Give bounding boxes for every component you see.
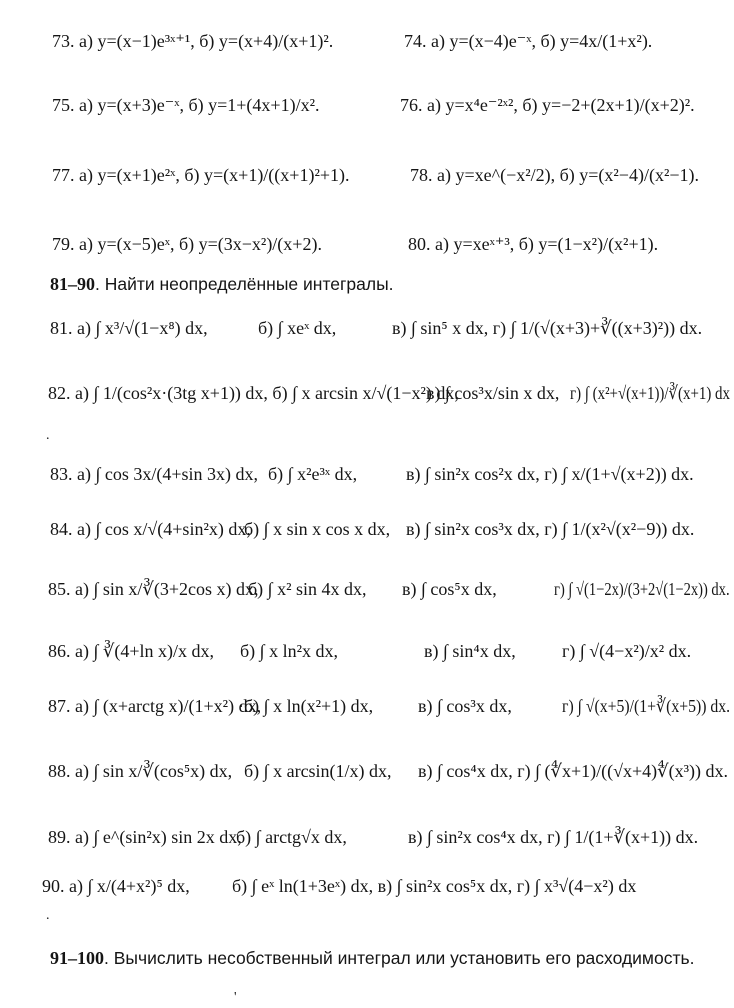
- exercise-item: 75. а) y=(x+3)e⁻ˣ, б) y=1+(4x+1)/x².: [52, 95, 320, 115]
- exercise-item: 76. а) y=x⁴e⁻²ˣ², б) y=−2+(2x+1)/(x+2)².: [400, 95, 695, 115]
- exercise-item: в) ∫ sin²x cos⁴x dx, г) ∫ 1/(1+∛(x+1)) dx.: [408, 827, 699, 847]
- exercise-item: 79. а) y=(x−5)eˣ, б) y=(3x−x²)/(x+2).: [52, 234, 322, 254]
- exercise-item: 84. а) ∫ cos x/√(4+sin²x) dx,: [50, 519, 251, 539]
- exercise-item: 73. а) y=(x−1)e³ˣ⁺¹, б) y=(x+4)/(x+1)².: [52, 31, 334, 51]
- exercise-item: в) ∫ cos⁴x dx, г) ∫ (∜x+1)/((√x+4)∜(x³)) dx.: [418, 761, 728, 781]
- exercise-item: 90. а) ∫ x/(4+x²)⁵ dx,: [42, 876, 190, 896]
- exercise-item: ·б) ∫ x ln(x²+1) dx,: [238, 696, 374, 716]
- exercise-item: в) ∫ sin⁵ x dx, г) ∫ 1/(√(x+3)+∛((x+3)²)) dx.: [392, 318, 703, 338]
- exercise-item: б) ∫ x sin x cos x dx,: [244, 519, 391, 539]
- exercise-item: 81. а) ∫ x³/√(1−x⁸) dx,: [50, 318, 208, 338]
- exercise-item: 78. а) y=xe^(−x²/2), б) y=(x²−4)/(x²−1).: [410, 165, 699, 185]
- section-heading-text: . Найти неопределённые интегралы.: [95, 274, 394, 294]
- exercise-item: б) ∫ arctg√x dx,: [236, 827, 347, 847]
- exercise-item: г) ∫ √(x+5)/(1+∛(x+5)) dx.: [562, 696, 731, 716]
- exercise-item: 88. а) ∫ sin x/∛(cos⁵x) dx,: [48, 761, 233, 781]
- exercise-item: б) ∫ x² sin 4x dx,: [248, 579, 367, 599]
- exercise-item: 86. а) ∫ ∛(4+ln x)/x dx,: [48, 641, 215, 661]
- exercise-item: б) ∫ x²e³ˣ dx,: [268, 464, 358, 484]
- stray-mark: .: [46, 428, 50, 443]
- exercise-item: 77. а) y=(x+1)e²ˣ, б) y=(x+1)/((x+1)²+1).: [52, 165, 350, 185]
- exercise-item: 89. а) ∫ e^(sin²x) sin 2x dx,: [48, 827, 242, 847]
- exercise-item: 85. а) ∫ sin x/∛(3+2cos x) dx,: [48, 579, 259, 599]
- stray-mark: ': [234, 990, 237, 1005]
- exercise-item: б) ∫ x arcsin(1/x) dx,: [244, 761, 392, 781]
- exercise-item: в) ∫ sin²x cos²x dx, г) ∫ x/(1+√(x+2)) dx.: [406, 464, 694, 484]
- section-heading: [50, 274, 394, 295]
- stray-mark: .: [46, 908, 50, 923]
- section-heading-range: 91–100: [50, 948, 104, 968]
- exercise-item: в) ∫ cos³x/sin x dx,: [426, 383, 560, 403]
- exercise-item: 87. а) ∫ (x+arctg x)/(1+x²) dx,: [48, 696, 262, 716]
- exercise-item: 83. а) ∫ cos 3x/(4+sin 3x) dx,: [50, 464, 259, 484]
- exercise-item: 74. а) y=(x−4)e⁻ˣ, б) y=4x/(1+x²).: [404, 31, 653, 51]
- exercise-item: в) ∫ sin²x cos³x dx, г) ∫ 1/(x²√(x²−9)) dx.: [406, 519, 695, 539]
- section-heading-range: 81–90: [50, 274, 95, 294]
- exercise-item: в) ∫ cos⁵x dx,: [402, 579, 497, 599]
- exercise-item: б) ∫ xeˣ dx,: [258, 318, 337, 338]
- exercise-item: б) ∫ x ln²x dx,: [240, 641, 338, 661]
- exercise-item: в) ∫ cos³x dx,: [418, 696, 512, 716]
- exercise-item: б) ∫ eˣ ln(1+3eˣ) dx, в) ∫ sin²x cos⁵x dx, г) ∫ x³√(4−x²) dx: [232, 876, 637, 896]
- exercise-item: г) ∫ (x²+√(x+1))/∛(x+1) dx: [570, 383, 730, 403]
- exercise-item: в) ∫ sin⁴x dx,: [424, 641, 516, 661]
- exercise-item: г) ∫ √(4−x²)/x² dx.: [562, 641, 692, 661]
- exercise-item: 80. а) y=xeˣ⁺³, б) y=(1−x²)/(x²+1).: [408, 234, 659, 254]
- exercise-item: г) ∫ √(1−2x)/(3+2√(1−2x)) dx.: [554, 579, 730, 599]
- section-heading-text: . Вычислить несобственный интеграл или установить его расходимость.: [104, 948, 695, 968]
- section-heading: [50, 948, 694, 969]
- exercise-item: 82. а) ∫ 1/(cos²x·(3tg x+1)) dx, б) ∫ x arcsin x/√(1−x²) dx,: [48, 383, 459, 403]
